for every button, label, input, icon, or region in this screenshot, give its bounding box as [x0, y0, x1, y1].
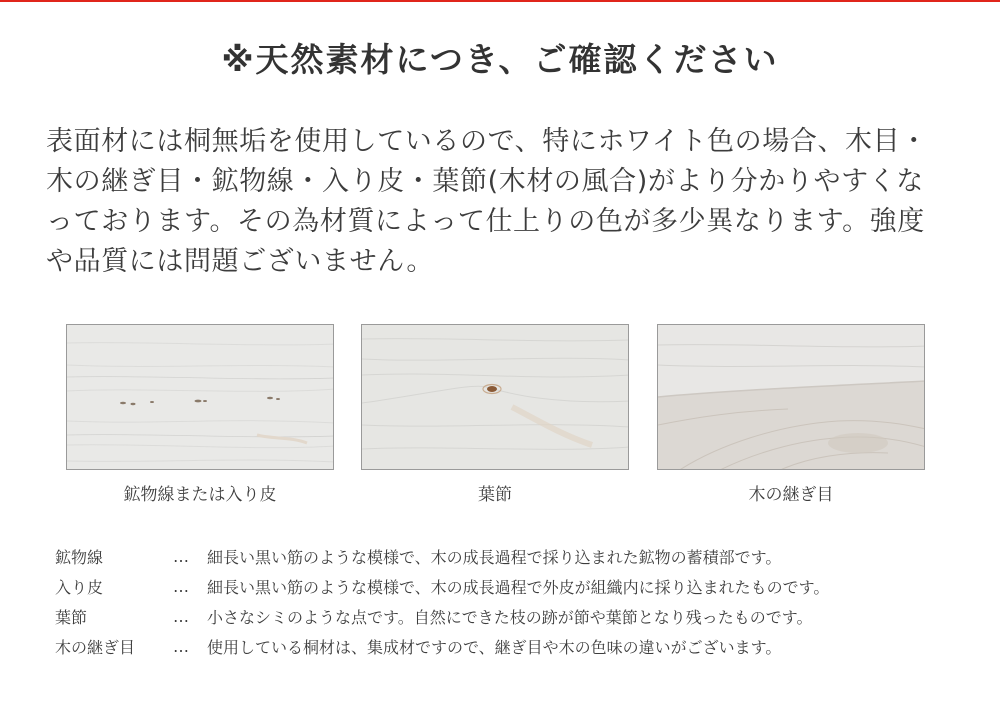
definition-row — [55, 541, 975, 571]
definition-term: 入り皮 — [55, 577, 104, 597]
definition-list — [55, 541, 975, 661]
mineral-streak-photo — [66, 324, 334, 470]
pin-knot-photo — [361, 324, 629, 470]
definition-separator: … — [173, 636, 189, 656]
definition-separator: … — [173, 546, 189, 566]
definition-term: 木の継ぎ目 — [55, 637, 136, 657]
description-paragraph — [46, 122, 966, 282]
description-line: 表面材には桐無垢を使用しているので、特にホワイト色の場合、木目・ — [46, 126, 928, 157]
definition-separator: … — [173, 606, 189, 626]
wood-joint-photo — [657, 324, 925, 470]
description-line: っております。その為材質によって仕上りの色が多少異なります。強度 — [46, 206, 925, 237]
definition-term: 葉節 — [55, 607, 88, 627]
page-title: ※天然素材につき、ご確認ください — [221, 40, 779, 79]
definition-description: 使用している桐材は、集成材ですので、継ぎ目や木の色味の違いがございます。 — [207, 637, 782, 657]
definition-separator: … — [173, 576, 189, 596]
photo-caption: 鉱物線または入り皮 — [123, 485, 277, 505]
description-line: や品質には問題ございません。 — [46, 246, 435, 277]
definition-row — [55, 631, 975, 661]
definition-description: 細長い黒い筋のような模様で、木の成長過程で外皮が組織内に採り込まれたものです。 — [207, 577, 830, 597]
definition-description: 小さなシミのような点です。自然にできた枝の跡が節や葉節となり残ったものです。 — [207, 607, 813, 627]
definition-description: 細長い黒い筋のような模様で、木の成長過程で採り込まれた鉱物の蓄積部です。 — [207, 547, 782, 567]
photo-caption: 木の継ぎ目 — [748, 485, 834, 505]
top-accent-line — [0, 0, 1000, 2]
definition-term: 鉱物線 — [55, 547, 104, 567]
definition-row — [55, 571, 975, 601]
description-line: 木の継ぎ目・鉱物線・入り皮・葉節(木材の風合)がより分かりやすくな — [46, 166, 924, 197]
definition-row — [55, 601, 975, 631]
photo-caption: 葉節 — [478, 485, 512, 505]
